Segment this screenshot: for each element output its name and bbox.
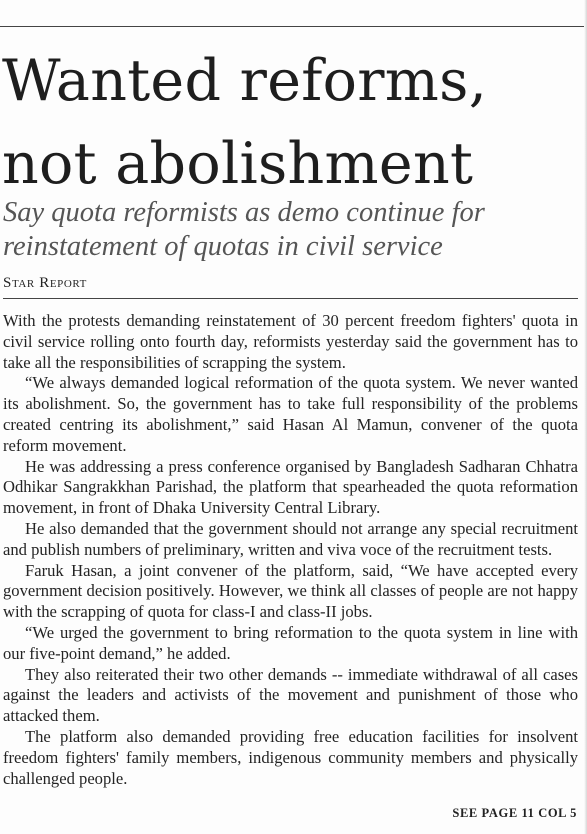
- headline: [2, 40, 587, 206]
- continuation-note: SEE PAGE 11 COL 5: [452, 806, 577, 820]
- subheadline: Say quota reformists as demo continue for reinstatement of quotas in civil service: [3, 197, 485, 262]
- paragraph: The platform also demanded providing free education facilities for insolvent freedom fighters' family members, indigenous community members and physically challenged people.: [3, 726, 578, 788]
- paragraph: He also demanded that the government should not arrange any special recruitment and publish numbers of preliminary, written and viva voce of the recruitment tests.: [3, 518, 578, 559]
- paragraph: “We urged the government to bring reformation to the quota system in line with our five-point demand,” he added.: [3, 622, 578, 663]
- cropped-top-strip: [0, 0, 587, 10]
- paragraph: With the protests demanding reinstatement of 30 percent freedom fighters' quota in civil service rolling onto fourth day, reformists yesterday said the government has to take all the responsibilities of scrapping the system.: [3, 311, 578, 372]
- paragraph: They also reiterated their two other demands -- immediate withdrawal of all cases against the leaders and activists of the movement and punishment of those who attacked them.: [3, 664, 578, 726]
- paragraph: “We always demanded logical reformation of the quota system. We never wanted its abolishment. So, the government has to take full responsibility of the problems created centring its abolishment,” said Hasan Al Mamun, convener of the quota reform movement.: [3, 373, 578, 455]
- paragraph: He was addressing a press conference organised by Bangladesh Sadharan Chhatra Odhikar Sangrakkhan Parishad, the platform that spearheaded the quota reformation movement, in front of Dhaka University Central Library.: [3, 456, 578, 518]
- headline-line-1: Wanted reforms,: [2, 48, 488, 114]
- article-body: [3, 311, 578, 789]
- headline-line-2: not abolishment: [2, 131, 474, 197]
- byline-rule: [3, 298, 578, 299]
- byline: Star Report: [3, 275, 87, 291]
- top-rule: [0, 26, 587, 27]
- paragraph: Faruk Hasan, a joint convener of the platform, said, “We have accepted every government decision positively. However, we think all classes of people are not happy with the scrapping of quota for class-I and class-II jobs.: [3, 560, 578, 622]
